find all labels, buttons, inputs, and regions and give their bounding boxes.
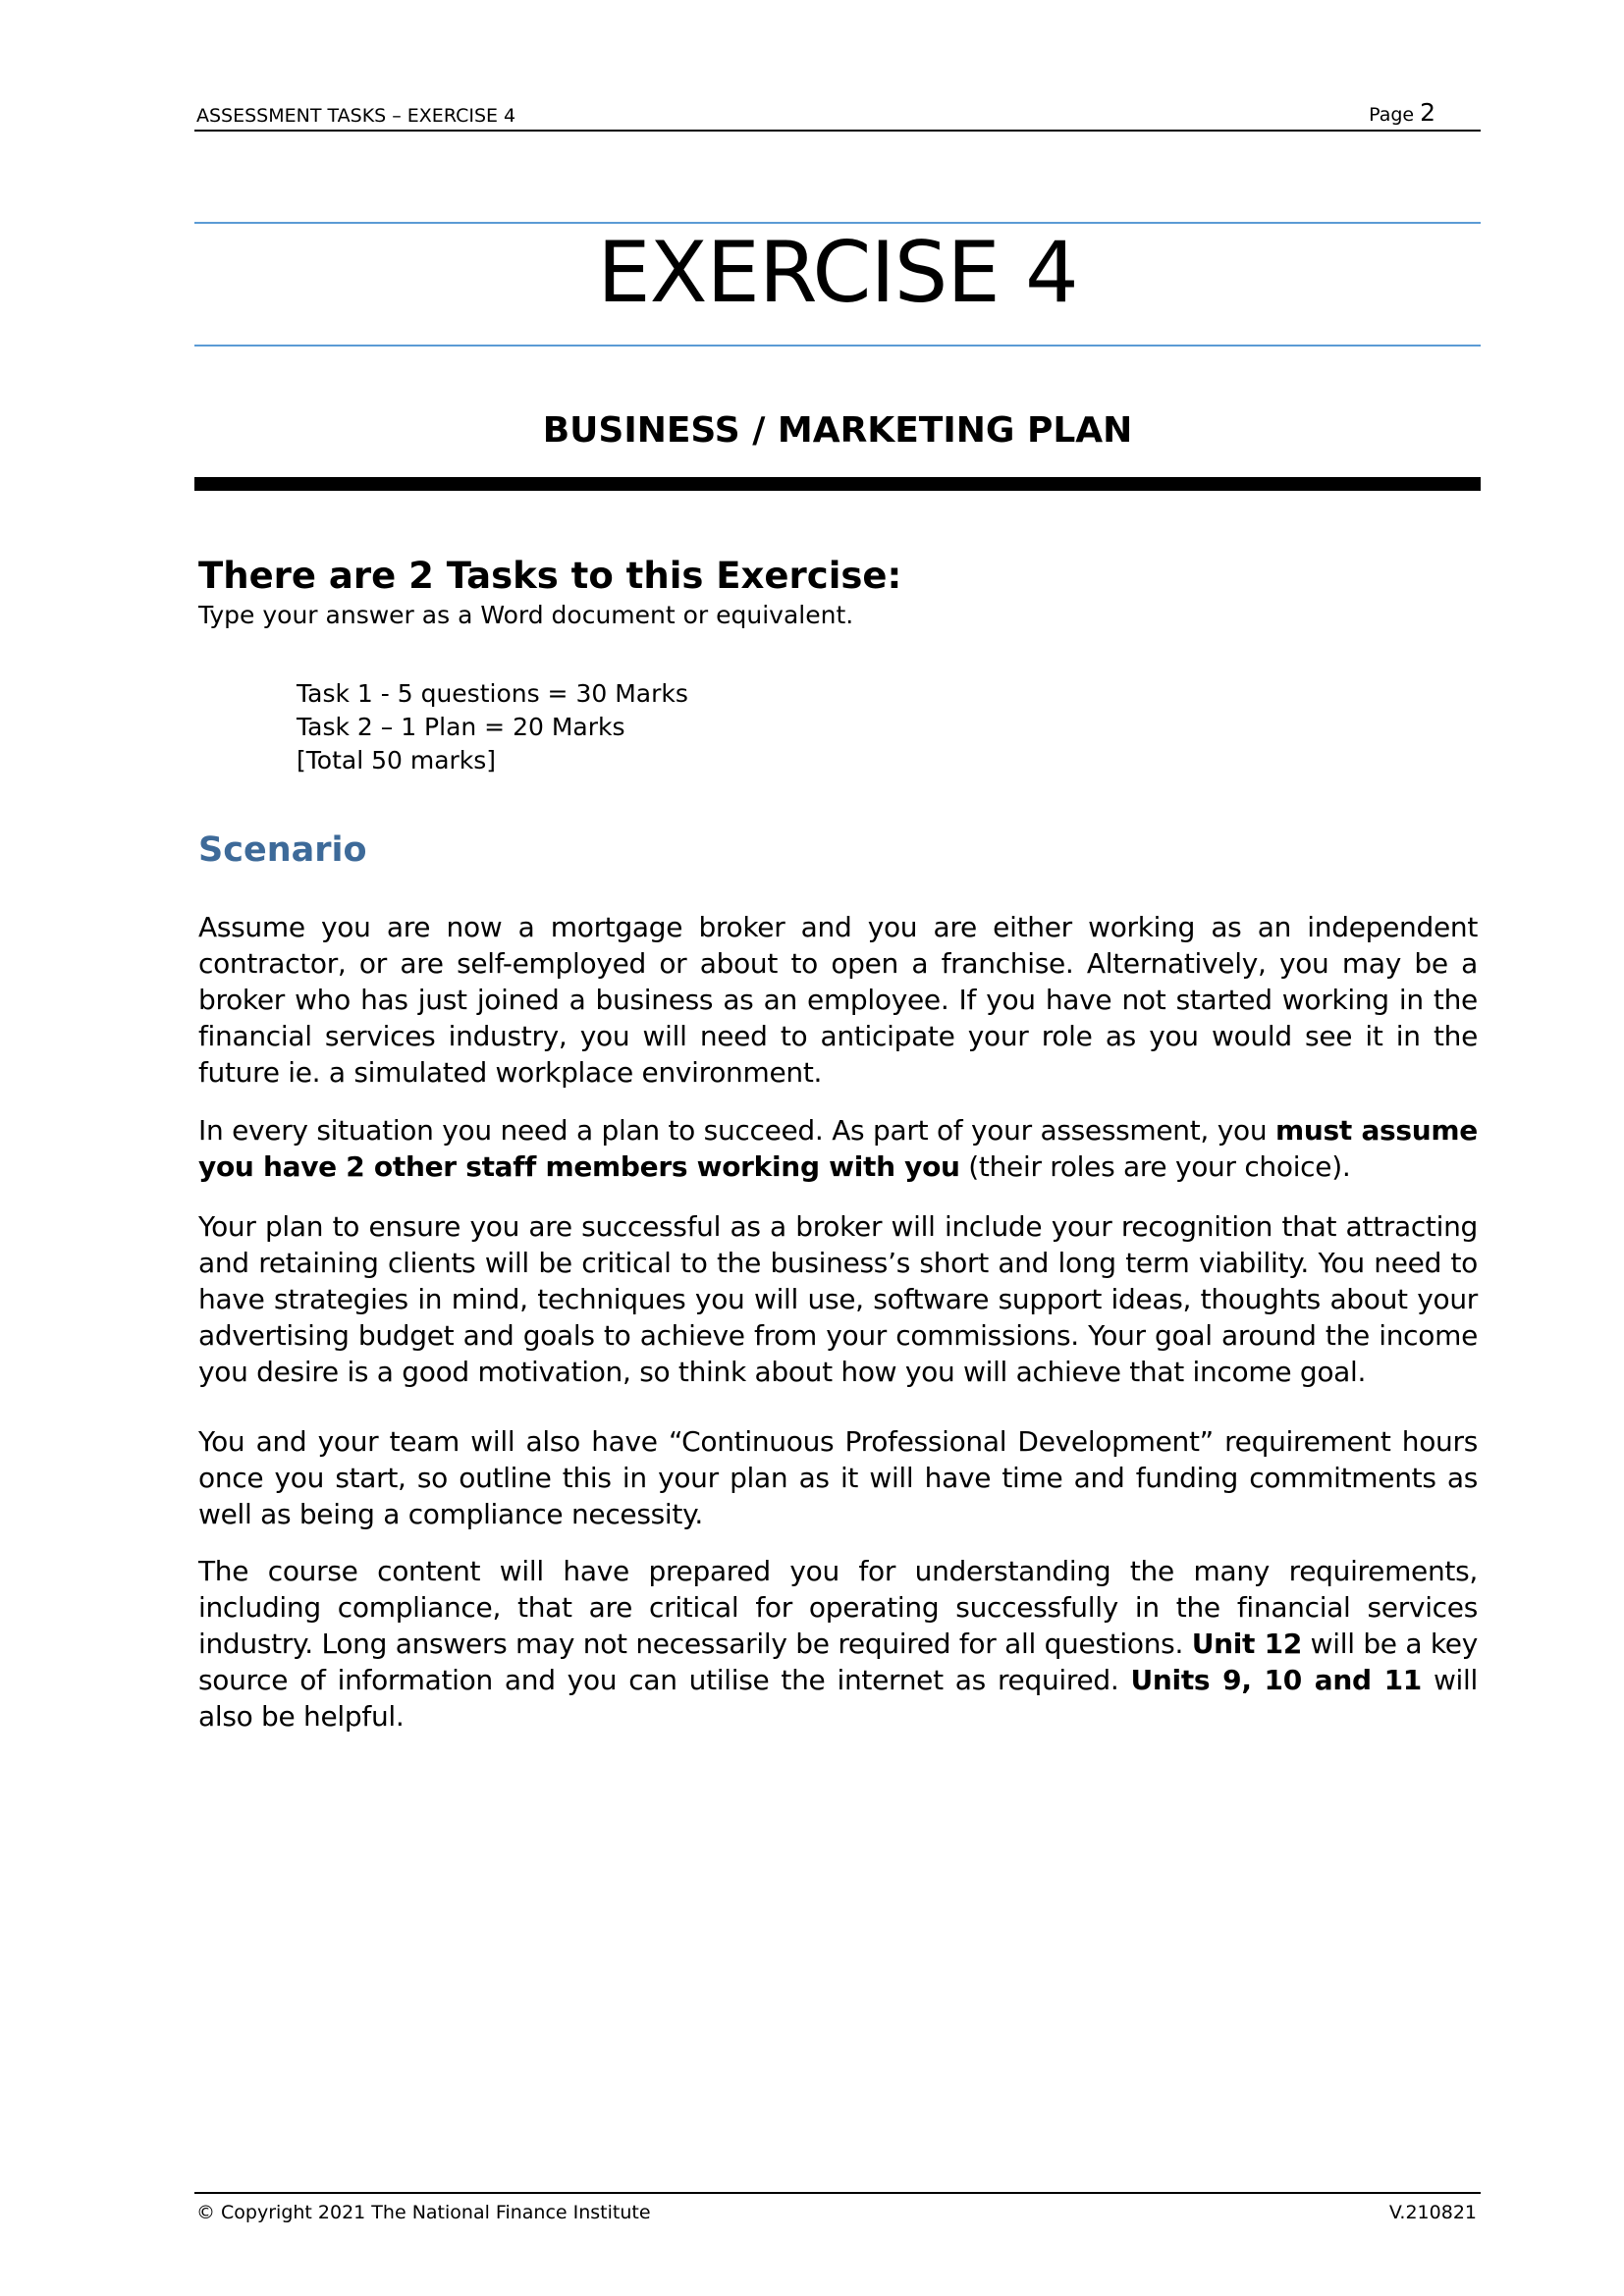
task-line: [Total 50 marks] [297,746,497,774]
version: V.210821 [1388,2202,1477,2223]
task-line: Task 2 – 1 Plan = 20 Marks [297,713,625,741]
scenario-paragraph-3: Your plan to ensure you are successful as a broker will include your recognition that attracting and retaining clients will be critical to the business’s short and long term viability. You need to have strategies in mind, techniques you will use, software support ideas, thoughts about your advertising budget and goals to achieve from your commissions. Your goal around the income you desire is a good motivation, so think about how you will achieve that income goal. [198,1210,1478,1388]
tasks-heading: There are 2 Tasks to this Exercise: [198,555,902,597]
page-number: 2 [1420,98,1435,127]
task-line: Task 1 - 5 questions = 30 Marks [297,679,688,708]
bottom-blue-rule [194,345,1481,347]
scenario-paragraph-1: Assume you are now a mortgage broker and you are either working as an independent contractor, or are self-employed or about to open a franchise. Alternatively, you may be a broker who has just joined a business as an employee. If you have not started working in the financial services industry, you will need to anticipate your role as you would see it in the future ie. a simulated workplace environment. [198,911,1478,1089]
scenario-paragraph-5 [198,1553,1478,1735]
page-footer [194,2192,1481,2229]
page-label: Page [1369,104,1415,126]
tasks-instruction: Type your answer as a Word document or equivalent. [198,601,854,629]
exercise-title: EXERCISE 4 [597,224,1078,322]
scenario-paragraph-2 [198,1112,1478,1185]
text-run: (their roles are your choice). [959,1150,1351,1183]
bold-text-run: Units 9, 10 and 11 [1130,1664,1422,1696]
scenario-heading: Scenario [198,830,367,870]
bold-text-run: Unit 12 [1191,1628,1302,1660]
scenario-paragraph-4: You and your team will also have “Continuous Professional Development” requirement hours once you start, so outline this in your plan as it will have time and funding commitments as well as being a compliance necessity. [198,1425,1478,1530]
thick-divider [194,477,1481,491]
text-run: In every situation you need a plan to succeed. As part of your assessment, you [198,1114,1275,1147]
page-indicator [1369,98,1435,127]
header-title: ASSESSMENT TASKS – EXERCISE 4 [196,105,516,127]
bold-text-run: must assume you have 2 other staff members working with you [198,1114,1478,1183]
text-run: will be a key source of information and you can utilise the internet as required. [198,1628,1478,1696]
text-run: will also be helpful. [198,1664,1478,1733]
exercise-subtitle: BUSINESS / MARKETING PLAN [542,410,1133,451]
text-run: The course content will have prepared you for understanding the many requirements, including compliance, that are critical for operating successfully in the financial services industry. Long answers may not necessarily be required for all questions. [198,1555,1478,1660]
copyright: © Copyright 2021 The National Finance Institute [196,2202,651,2223]
page-header [194,98,1481,132]
